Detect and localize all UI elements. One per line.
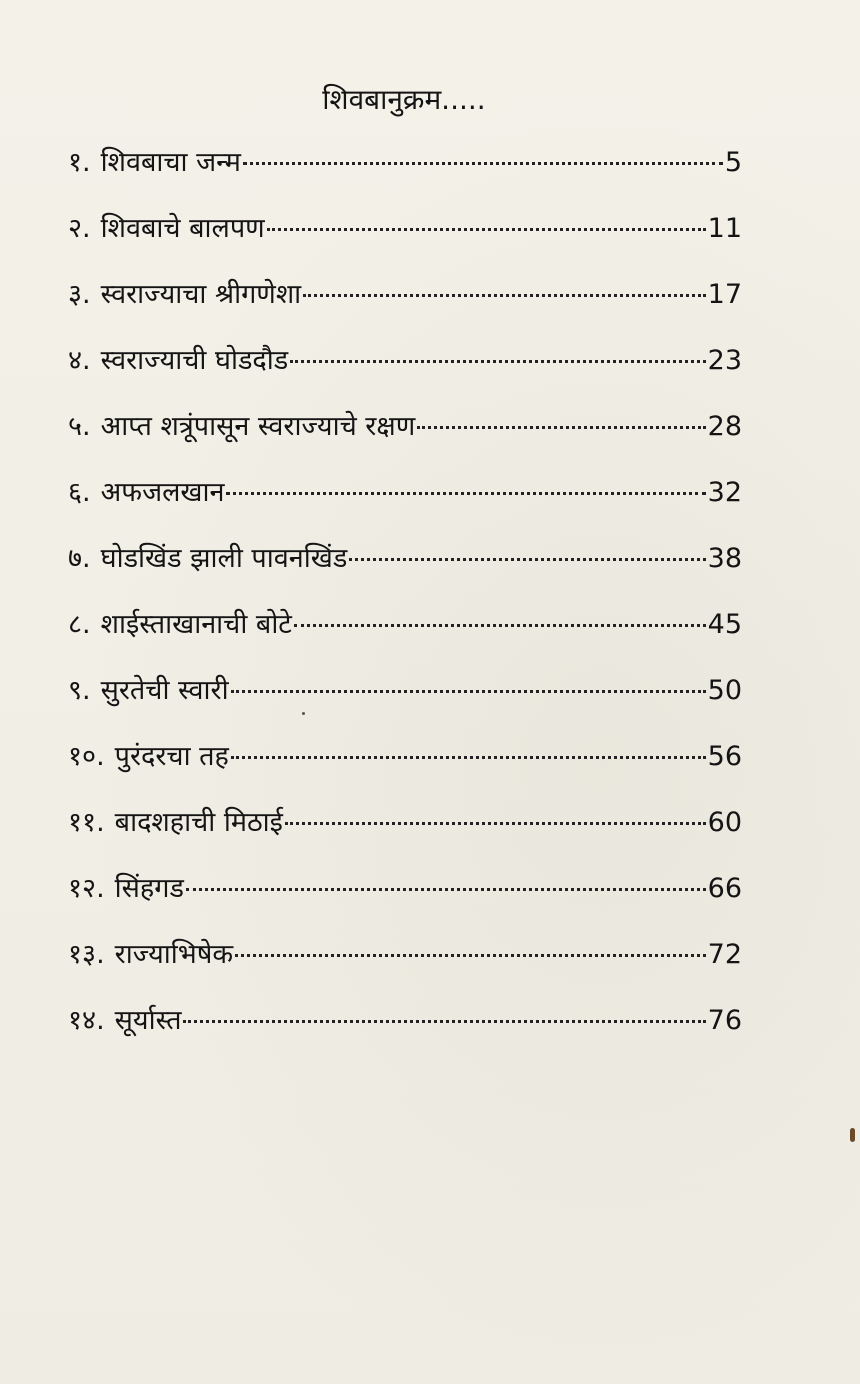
toc-entry-page-number: 50 <box>707 675 742 706</box>
toc-entry-title: सूर्यास्त <box>114 1005 182 1036</box>
toc-entry-page-number: 72 <box>707 939 742 970</box>
toc-entry-title: राज्याभिषेक <box>114 939 234 970</box>
toc-entry-title: सुरतेची स्वारी <box>100 675 229 706</box>
toc-entry-number: ७. <box>68 543 91 574</box>
dot-leader <box>243 162 723 165</box>
toc-entry <box>68 338 742 384</box>
paper-speck <box>850 1128 855 1142</box>
toc-entry-number: १४. <box>68 1005 105 1036</box>
toc-entry <box>68 866 742 912</box>
toc-entry-page-number: 60 <box>707 807 742 838</box>
toc-entry-title: बादशहाची मिठाई <box>114 807 283 838</box>
dot-leader <box>226 492 705 495</box>
page-title: शिवबानुक्रम..... <box>322 83 486 116</box>
toc-entry-number: १२. <box>68 873 105 904</box>
toc-entry-number: १. <box>68 147 91 178</box>
toc-entry <box>68 470 742 516</box>
dot-leader <box>267 228 706 231</box>
toc-entry <box>68 932 742 978</box>
toc-entry <box>68 272 742 318</box>
dot-leader <box>349 558 705 561</box>
toc-entry <box>68 602 742 648</box>
toc-entry-number: १०. <box>68 741 105 772</box>
toc-entry <box>68 800 742 846</box>
dot-leader <box>231 756 706 759</box>
toc-entry-number: ४. <box>68 345 91 376</box>
toc-entry-page-number: 32 <box>707 477 742 508</box>
toc-entry-title: स्वराज्याची घोडदौड <box>100 345 289 376</box>
dot-leader <box>183 1020 705 1023</box>
toc-entry-page-number: 5 <box>724 147 742 178</box>
toc-entry-title: पुरंदरचा तह <box>114 741 229 772</box>
toc-entry-page-number: 76 <box>707 1005 742 1036</box>
toc-entry-title: शाईस्ताखानाची बोटे <box>100 609 292 640</box>
toc-entry-title: आप्त शत्रूंपासून स्वराज्याचे रक्षण <box>100 411 416 442</box>
toc-entry-number: ५. <box>68 411 91 442</box>
toc-entry-number: ११. <box>68 807 105 838</box>
toc-entry-title: घोडखिंड झाली पावनखिंड <box>100 543 348 574</box>
toc-entry-number: ८. <box>68 609 91 640</box>
toc-entry <box>68 404 742 450</box>
dot-leader <box>231 690 706 693</box>
toc-entry-title: अफजलखान <box>100 477 225 508</box>
toc-entry <box>68 140 742 186</box>
toc-entry-title: स्वराज्याचा श्रीगणेशा <box>100 279 302 310</box>
toc-entry-page-number: 45 <box>707 609 742 640</box>
dot-leader <box>235 954 706 957</box>
dot-leader <box>417 426 705 429</box>
dot-leader <box>303 294 705 297</box>
toc-entry-number: ९. <box>68 675 91 706</box>
toc-entry <box>68 734 742 780</box>
toc-entry-page-number: 38 <box>707 543 742 574</box>
toc-entry-page-number: 28 <box>707 411 742 442</box>
toc-entry-title: शिवबाचे बालपण <box>100 213 265 244</box>
toc-entry-number: ३. <box>68 279 91 310</box>
dot-leader <box>285 822 706 825</box>
toc-entry-page-number: 66 <box>707 873 742 904</box>
dot-leader <box>290 360 705 363</box>
toc-entry-page-number: 17 <box>707 279 742 310</box>
dot-leader <box>186 888 706 891</box>
toc-entry <box>68 998 742 1044</box>
toc-entry-number: १३. <box>68 939 105 970</box>
paper-speck <box>302 712 305 715</box>
toc-entry <box>68 536 742 582</box>
toc-entry-page-number: 23 <box>707 345 742 376</box>
dot-leader <box>294 624 706 627</box>
toc-entry <box>68 206 742 252</box>
toc-entry-number: २. <box>68 213 91 244</box>
toc-entry-number: ६. <box>68 477 91 508</box>
toc-entry-title: सिंहगड <box>114 873 184 904</box>
toc-entry-page-number: 56 <box>707 741 742 772</box>
toc-entry-page-number: 11 <box>707 213 742 244</box>
toc-entry <box>68 668 742 714</box>
toc-entry-title: शिवबाचा जन्म <box>100 147 241 178</box>
